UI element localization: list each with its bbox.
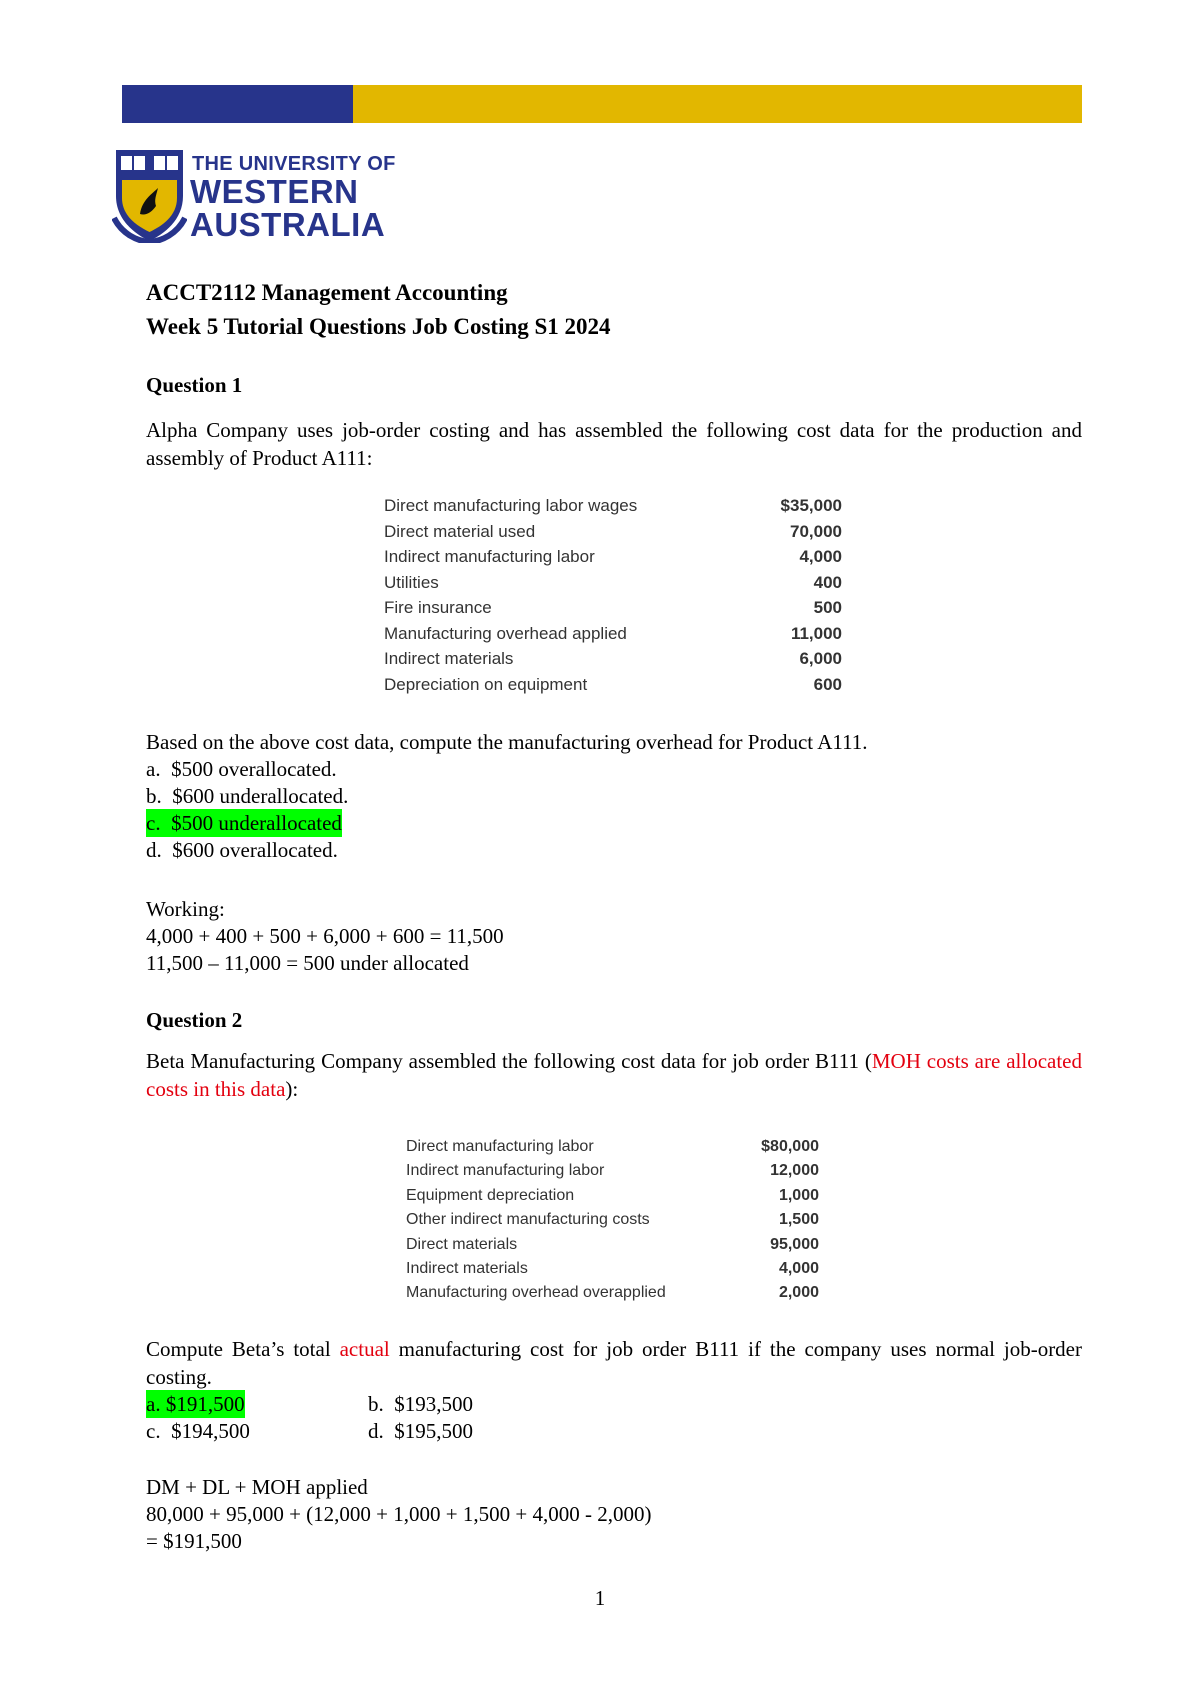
cost-label: Manufacturing overhead overapplied [406, 1284, 666, 1302]
table-row [406, 1211, 819, 1235]
table-row [384, 496, 842, 522]
question-2-option-d: d. $195,500 [368, 1419, 473, 1443]
question-1-heading: Question 1 [146, 373, 243, 397]
course-title: ACCT2112 Management Accounting [146, 280, 508, 305]
prompt-text-end: manufacturing cost for job order B111 if the company uses normal job-order costing. [146, 1337, 1082, 1389]
cost-value: 11,000 [790, 623, 842, 643]
cost-label: Direct material used [384, 521, 536, 541]
table-row [384, 624, 842, 650]
cost-value: 95,000 [770, 1235, 819, 1253]
question-2-prompt [146, 1335, 1082, 1391]
working-line: = $191,500 [146, 1529, 242, 1553]
question-2-option-a-answer: a. $191,500 [146, 1392, 245, 1416]
cost-label: Indirect materials [384, 649, 514, 668]
cost-label: Indirect materials [406, 1259, 528, 1277]
prompt-text: Compute Beta’s total [146, 1337, 340, 1361]
working-line: 4,000 + 400 + 500 + 6,000 + 600 = 11,500 [146, 924, 504, 948]
table-row [384, 573, 842, 599]
working-line: DM + DL + MOH applied [146, 1475, 368, 1499]
cost-label: Other indirect manufacturing costs [406, 1211, 650, 1229]
cost-label: Direct manufacturing labor [406, 1138, 594, 1155]
tutorial-title: Week 5 Tutorial Questions Job Costing S1 2024 [146, 314, 611, 339]
question-2-option-c: c. $194,500 [146, 1419, 250, 1443]
question-1-option-b: b. $600 underallocated. [146, 784, 349, 808]
question-2-option-b: b. $193,500 [368, 1392, 473, 1416]
working-label: Working: [146, 897, 225, 921]
question-1-intro: Alpha Company uses job-order costing and has assembled the following cost data for the production and assembly of Product A111: [146, 418, 1082, 470]
university-logo [112, 148, 396, 243]
question-1-option-a: a. $500 overallocated. [146, 757, 337, 781]
question-2-heading: Question 2 [146, 1008, 243, 1032]
cost-value: 6,000 [799, 649, 842, 668]
uwa-crest-icon [112, 148, 187, 243]
table-row [384, 522, 842, 548]
table-row [406, 1284, 819, 1308]
cost-value: 12,000 [770, 1162, 819, 1180]
logo-text-line2: WESTERN [190, 173, 359, 210]
question-1-option-c-answer: c. $500 underallocated [146, 811, 342, 835]
header-band-blue [122, 85, 353, 123]
cost-value: 70,000 [790, 521, 842, 541]
table-row [406, 1236, 819, 1260]
table-row [406, 1260, 819, 1284]
cost-label: Equipment depreciation [406, 1186, 575, 1204]
table-row [384, 675, 842, 701]
cost-value: 500 [813, 598, 842, 617]
table-row [384, 598, 842, 624]
logo-text-line1: THE UNIVERSITY OF [192, 153, 396, 175]
cost-label: Depreciation on equipment [384, 674, 588, 694]
header-band-gold [353, 85, 1082, 123]
cost-value: $35,000 [780, 496, 842, 515]
prompt-red-text: actual [339, 1337, 390, 1361]
cost-label: Direct manufacturing labor wages [384, 496, 638, 515]
table-row [406, 1138, 819, 1162]
cost-value: 1,000 [778, 1186, 819, 1204]
cost-label: Indirect manufacturing labor [406, 1162, 605, 1180]
cost-label: Utilities [384, 572, 439, 592]
cost-value: 1,500 [778, 1211, 819, 1229]
cost-value: $80,000 [761, 1138, 819, 1155]
intro-text-end: ): [285, 1077, 299, 1101]
logo-text-line3: AUSTRALIA [190, 206, 386, 243]
working-line: 80,000 + 95,000 + (12,000 + 1,000 + 1,500 + 4,000 - 2,000) [146, 1502, 652, 1526]
question-2-cost-table [406, 1138, 819, 1309]
intro-text: Beta Manufacturing Company assembled the following cost data for job order B111 ( [146, 1049, 872, 1073]
working-line: 11,500 – 11,000 = 500 under allocated [146, 951, 469, 975]
table-row [384, 547, 842, 573]
intro-red-text: MOH costs are allocated costs in this data [146, 1049, 1082, 1101]
cost-value: 600 [813, 674, 842, 694]
cost-label: Manufacturing overhead applied [384, 623, 627, 643]
cost-value: 4,000 [799, 547, 842, 566]
table-row [384, 649, 842, 675]
question-2-intro [146, 1047, 1082, 1103]
table-row [406, 1162, 819, 1186]
cost-value: 4,000 [778, 1259, 819, 1277]
question-1-option-d: d. $600 overallocated. [146, 838, 338, 862]
cost-value: 2,000 [778, 1284, 819, 1302]
cost-value: 400 [813, 572, 842, 592]
question-1-cost-table [384, 496, 842, 700]
cost-label: Fire insurance [384, 598, 492, 617]
page-number: 1 [594, 1586, 606, 1610]
cost-label: Indirect manufacturing labor [384, 547, 595, 566]
table-row [406, 1187, 819, 1211]
question-1-prompt: Based on the above cost data, compute the manufacturing overhead for Product A111. [146, 730, 868, 754]
cost-label: Direct materials [406, 1235, 518, 1253]
